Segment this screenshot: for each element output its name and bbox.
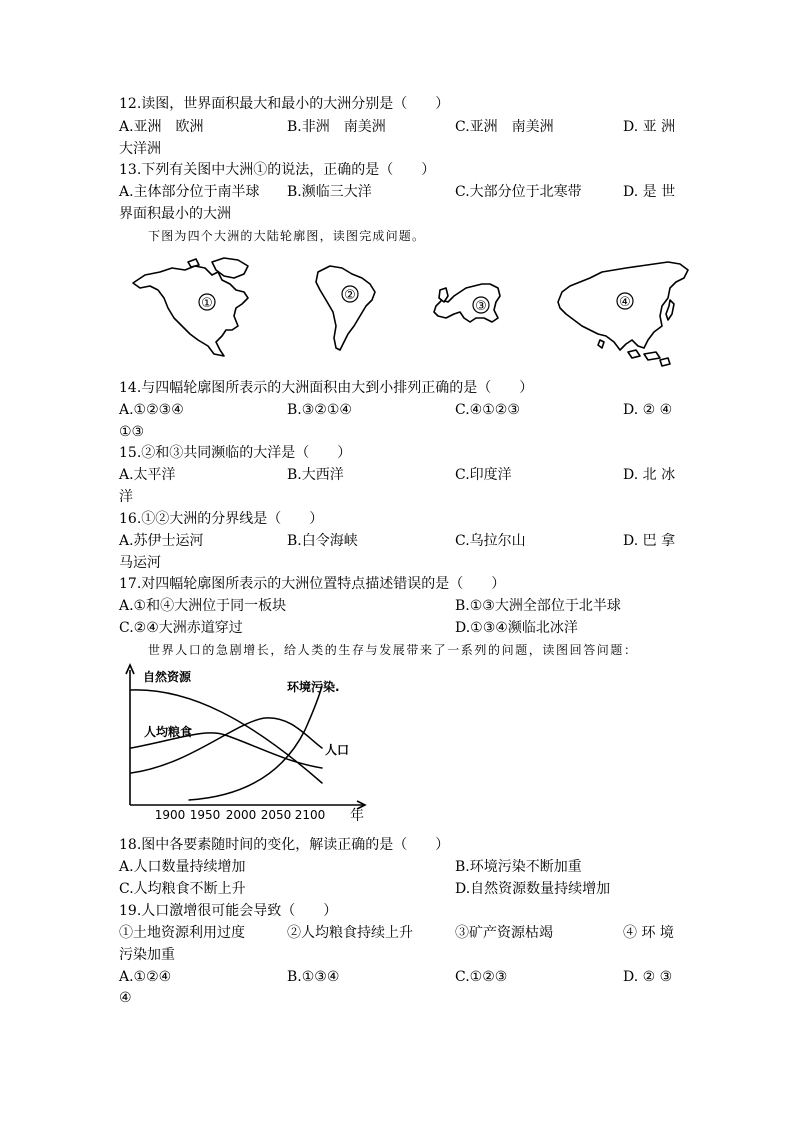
series-label-population: 人口: [325, 743, 350, 757]
japan-outline: [666, 300, 674, 320]
q12-option-d: D. 亚 洲: [623, 119, 676, 135]
continent-1-north-america: [133, 258, 248, 356]
x-tick-label: 2000: [225, 808, 257, 822]
q19-item-1: ①土地资源利用过度: [119, 925, 245, 941]
continent-3-europe: [434, 284, 500, 322]
q18-option-b: B.环境污染不断加重: [455, 859, 582, 875]
q12-option-b: B.非洲 南美洲: [287, 119, 386, 135]
q13-option-d-continued: 界面积最小的大洲: [119, 206, 231, 222]
q18-option-a: A.人口数量持续增加: [119, 859, 246, 875]
q17-option-d: D.①③④濒临北冰洋: [455, 620, 578, 636]
continent-4-asia: [558, 262, 688, 366]
q19-stem: 19.人口激增很可能会导致（ ）: [119, 903, 338, 919]
q15-option-b: B.大西洋: [287, 467, 344, 483]
q15-option-c: C.印度洋: [455, 467, 512, 483]
q15-option-d-continued: 洋: [119, 489, 133, 505]
intro-population: 世界人口的急剧增长，给人类的生存与发展带来了一系列的问题，读图回答问题：: [148, 643, 638, 657]
q17-option-a: A.①和④大洲位于同一板块: [119, 598, 287, 614]
island-outline: [628, 350, 640, 358]
q19-item-4: ④ 环 境: [623, 925, 674, 941]
continent-label-1: ①: [201, 296, 213, 311]
q18-stem: 18.图中各要素随时间的变化，解读正确的是（ ）: [119, 837, 450, 853]
intro-continents: 下图为四个大洲的大陆轮廓图，读图完成问题。: [148, 229, 426, 243]
q15-stem: 15.②和③共同濒临的大洋是（ ）: [119, 445, 352, 461]
continent-label-2: ②: [344, 288, 356, 303]
q13-option-d: D. 是 世: [623, 184, 676, 200]
q12-option-a: A.亚洲 欧洲: [119, 119, 204, 135]
q13-option-c: C.大部分位于北寒带: [455, 184, 582, 200]
q19-option-a: A.①②④: [119, 969, 172, 985]
q14-option-c: C.④①②③: [455, 402, 520, 418]
q14-option-d: D. ② ④: [623, 402, 673, 418]
q13-option-a: A.主体部分位于南半球: [119, 184, 260, 200]
continent-outline-2: [316, 266, 375, 350]
island-outline: [660, 358, 670, 366]
continent-label-4: ④: [619, 295, 631, 310]
q19-item-2: ②人均粮食持续上升: [287, 925, 413, 941]
q12-option-d-continued: 大洋洲: [119, 141, 161, 157]
q16-option-d-continued: 马运河: [119, 555, 161, 571]
q13-option-b: B.濒临三大洋: [287, 184, 372, 200]
q14-option-b: B.③②①④: [287, 402, 352, 418]
q19-option-d: D. ② ③: [623, 969, 673, 985]
q19-option-c: C.①②③: [455, 969, 508, 985]
q15-option-a: A.太平洋: [119, 467, 176, 483]
q19-item-3: ③矿产资源枯竭: [455, 925, 553, 941]
q17-option-b: B.①③大洲全部位于北半球: [455, 598, 621, 614]
curve-environmental-pollution: [189, 686, 322, 800]
q16-stem: 16.①②大洲的分界线是（ ）: [119, 511, 324, 527]
q15-option-d: D. 北 冰: [623, 467, 676, 483]
q12-option-c: C.亚洲 南美洲: [455, 119, 554, 135]
q19-option-b: B.①③④: [287, 969, 340, 985]
continent-2-south-america: [316, 266, 375, 350]
q18-option-d: D.自然资源数量持续增加: [455, 881, 611, 897]
q16-option-b: B.白令海峡: [287, 533, 358, 549]
q17-option-c: C.②④大洲赤道穿过: [119, 620, 243, 636]
q14-option-d-continued: ①③: [119, 424, 145, 440]
island-outline: [598, 340, 604, 348]
q19-option-d-continued: ④: [119, 990, 132, 1006]
population-trend-chart: [119, 662, 369, 827]
q16-option-c: C.乌拉尔山: [455, 533, 526, 549]
q18-option-c: C.人均粮食不断上升: [119, 881, 246, 897]
q16-option-a: A.苏伊士运河: [119, 533, 204, 549]
series-label-per-capita-grain: 人均粮食: [144, 725, 193, 739]
x-axis-label: 年: [350, 808, 364, 824]
series-label-environmental-pollution: 环境污染.: [287, 680, 340, 694]
series-label-natural-resources: 自然资源: [143, 670, 192, 684]
q14-option-a: A.①②③④: [119, 402, 184, 418]
continent-label-3: ③: [475, 299, 487, 314]
arctic-island-outline: [188, 259, 199, 267]
x-tick-label: 2050: [260, 808, 292, 822]
continent-outline-map: [119, 255, 699, 375]
q17-stem: 17.对四幅轮廓图所表示的大洲位置特点描述错误的是（ ）: [119, 576, 506, 592]
q12-stem: 12.读图，世界面积最大和最小的大洲分别是（ ）: [119, 96, 450, 112]
british-isles-outline: [439, 288, 448, 302]
q16-option-d: D. 巴 拿: [623, 533, 676, 549]
island-outline: [644, 352, 660, 360]
continent-outline-1: [133, 266, 248, 356]
x-tick-label: 1950: [189, 808, 221, 822]
q13-stem: 13.下列有关图中大洲①的说法，正确的是（ ）: [119, 162, 436, 178]
q14-stem: 14.与四幅轮廓图所表示的大洲面积由大到小排列正确的是（ ）: [119, 380, 534, 396]
x-tick-label: 2100: [294, 808, 326, 822]
x-tick-label: 1900: [154, 808, 186, 822]
q19-item-4-continued: 污染加重: [119, 947, 175, 963]
